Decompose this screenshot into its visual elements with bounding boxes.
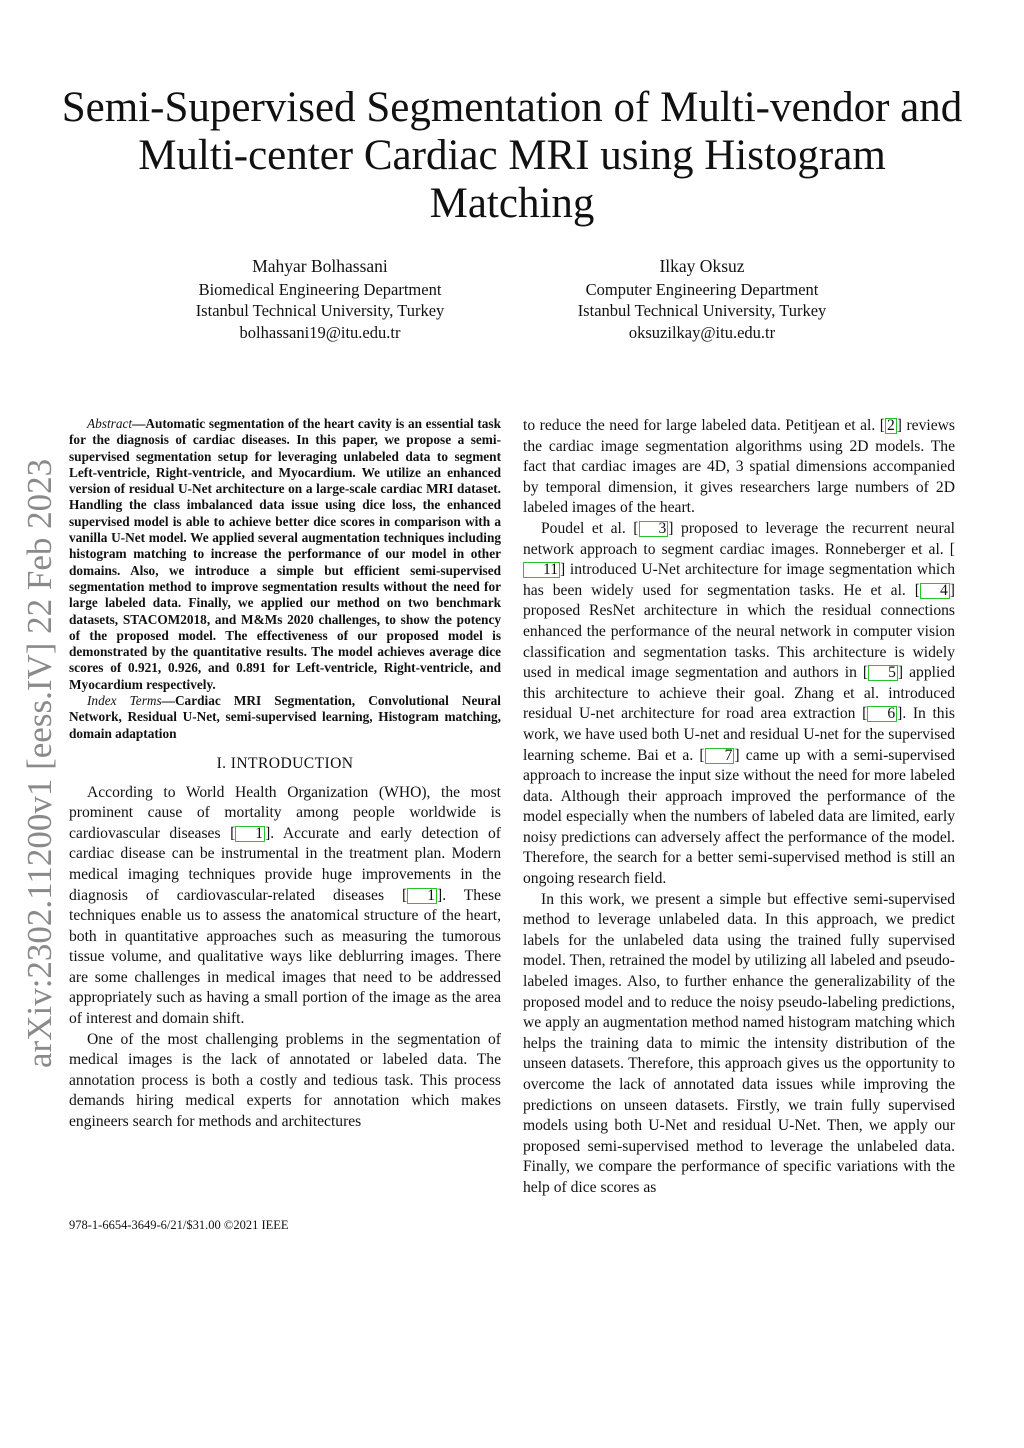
title-line-1: Semi-Supervised Segmentation of Multi-vendor and (61, 84, 963, 131)
copyright-footer: 978-1-6654-3649-6/21/$31.00 ©2021 IEEE (69, 1218, 289, 1232)
author-email[interactable]: bolhassani19@itu.edu.tr (239, 322, 401, 342)
title-line-2: Multi-center Cardiac MRI using Histogram (138, 132, 886, 179)
abstract-label: Abstract (87, 416, 133, 431)
intro-paragraph-2-cont: to reduce the need for large labeled data. Petitjean et al. [ 2 ] reviews the cardiac image segmentation algorithms using 2D models. The fact that cardiac images are 4D, 3 spatial dimensions accompanied by temporal dimension, it gives researchers large numbers of 2D labeled images of the heart. (523, 417, 955, 517)
paper-title (60, 84, 964, 228)
intro-paragraph-2: One of the most challenging problems in the segmentation of medical images is the lack of annotated or labeled data. The annotation process is both a costly and tedious task. This process demands hiring medical experts for annotation which makes engineers search for methods and architectures (69, 1030, 501, 1131)
index-terms-label: Index Terms (87, 693, 162, 709)
citation-link[interactable]: 5 (868, 665, 898, 681)
author-name: Ilkay Oksuz (659, 256, 745, 276)
author-department: Computer Engineering Department (585, 279, 819, 299)
abstract (69, 416, 501, 693)
abstract-text: —Automatic segmentation of the heart cavity is an essential task for the diagnosis of cardiac diseases. In this paper, we propose a semi-supervised segmentation setup for leveraging unlabeled data to segment Left-ventricle, Right-ventricle, and Myocardium. We utilize an enhanced version of residual U-Net architecture on a large-scale cardiac MRI dataset. Handling the class imbalanced data issue using dice loss, the enhanced supervised model is able to achieve better dice scores in comparison with a vanilla U-Net model. We applied several augmentation techniques including histogram matching to increase the performance of our model in other domains. Also, we introduce a simple but efficient semi-supervised segmentation method to improve segmentation results without the need for large labeled data. Finally, we applied our method on two benchmark datasets, STACOM2018, and M&Ms 2020 challenges, to show the potency of the proposed model. The effectiveness of our proposed model is demonstrated by the quantitative results. The model achieves average dice scores of 0.921, 0.926, and 0.891 for Left-ventricle, Right-ventricle, and Myocardium respectively. (69, 416, 501, 692)
arxiv-stamp: arXiv:2302.11200v1 [eess.IV] 22 Feb 2023 (20, 458, 59, 1068)
section-heading-introduction: I. INTRODUCTION (216, 754, 354, 772)
citation-link[interactable]: 1 (235, 826, 265, 842)
author-name: Mahyar Bolhassani (252, 256, 388, 276)
author-block-2 (532, 256, 872, 343)
citation-link[interactable]: 11 (523, 562, 560, 578)
index-terms-text: —Cardiac MRI Segmentation, Convolutional Neural Network, Residual U-Net, semi-supervised learning, Histogram matching, domain adaptation (69, 693, 501, 741)
intro-paragraph-1: According to World Health Organization (WHO), the most prominent cause of mortality among people worldwide is cardiovascular diseases [ 1 ]. Accurate and early detection of cardiac disease can be instrumental in the treatment plan. Modern medical imaging techniques provide huge improvements in the diagnosis of cardiovascular-related diseases [ 1 ]. These techniques enable us to assess the anatomical structure of the heart, both in quantitative approaches such as measuring the tumorous tissue volume, and qualitative ways like deblurring images. There are some challenges in medical images that need to be addressed appropriately such as having a small portion of the image as the area of interest and domain shift. (69, 783, 501, 1028)
title-line-3: Matching (429, 180, 595, 227)
left-column (69, 416, 501, 1133)
intro-paragraph-4: In this work, we present a simple but effective semi-supervised method to leverage unlabeled data. In this approach, we predict labels for the unlabeled data using the trained fully supervised model. Then, retrained the model by utilizing all labeled and pseudo-labeled images. Also, to further enhance the generalizability of the proposed model and to reduce the noisy pseudo-labeling predictions, we apply an augmentation method named histogram matching which helps the training data to mimic the intensity distribution of the unseen datasets. Therefore, this approach gives us the opportunity to overcome the lack of annotated data issues while improving the predictions on unseen datasets. Firstly, we train fully supervised models using both U-Net and residual U-Net. Then, we apply our proposed semi-supervised method to leverage the unlabeled data. Finally, we compare the performance of specific variations with the help of dice scores as (523, 890, 955, 1196)
intro-paragraph-3: Poudel et al. [ 3 ] proposed to leverage the recurrent neural network approach to segment cardiac images. Ronneberger et al. [11 ] introduced U-Net architecture for image segmentation which has been widely used for segmentation tasks. He et al. [ 4 ] proposed ResNet architecture in which the residual connections enhanced the performance of the neural network in computer vision classification and segmentation tasks. This architecture is widely used in medical image segmentation and authors in [ 5 ] applied this architecture to achieve their goal. Zhang et al. introduced residual U-net architecture for road area extraction [ 6 ]. In this work, we have used both U-net and residual U-net for the supervised learning scheme. Bai et a. [ 7 ] came up with a semi-supervised approach to increase the input size without the need for more labeled data. Although their approach improved the performance of the model especially when the numbers of labeled data are limited, early noisy predictions can adversely affect the performance of the model. Therefore, the search for a better semi-supervised method is still an ongoing research field. (523, 519, 956, 888)
citation-link[interactable]: 4 (920, 583, 950, 599)
author-email[interactable]: oksuzilkay@itu.edu.tr (628, 322, 776, 342)
citation-link[interactable]: 6 (867, 706, 897, 722)
author-block-1 (150, 256, 490, 343)
citation-link[interactable]: 1 (407, 888, 437, 904)
author-affiliation: Istanbul Technical University, Turkey (195, 301, 445, 320)
author-affiliation: Istanbul Technical University, Turkey (577, 301, 827, 320)
citation-link[interactable]: 3 (639, 521, 669, 537)
right-column (523, 416, 955, 1199)
citation-link[interactable]: 2 (886, 417, 895, 434)
citation-link[interactable]: 7 (705, 748, 735, 764)
index-terms (69, 693, 501, 742)
author-department: Biomedical Engineering Department (198, 279, 442, 299)
